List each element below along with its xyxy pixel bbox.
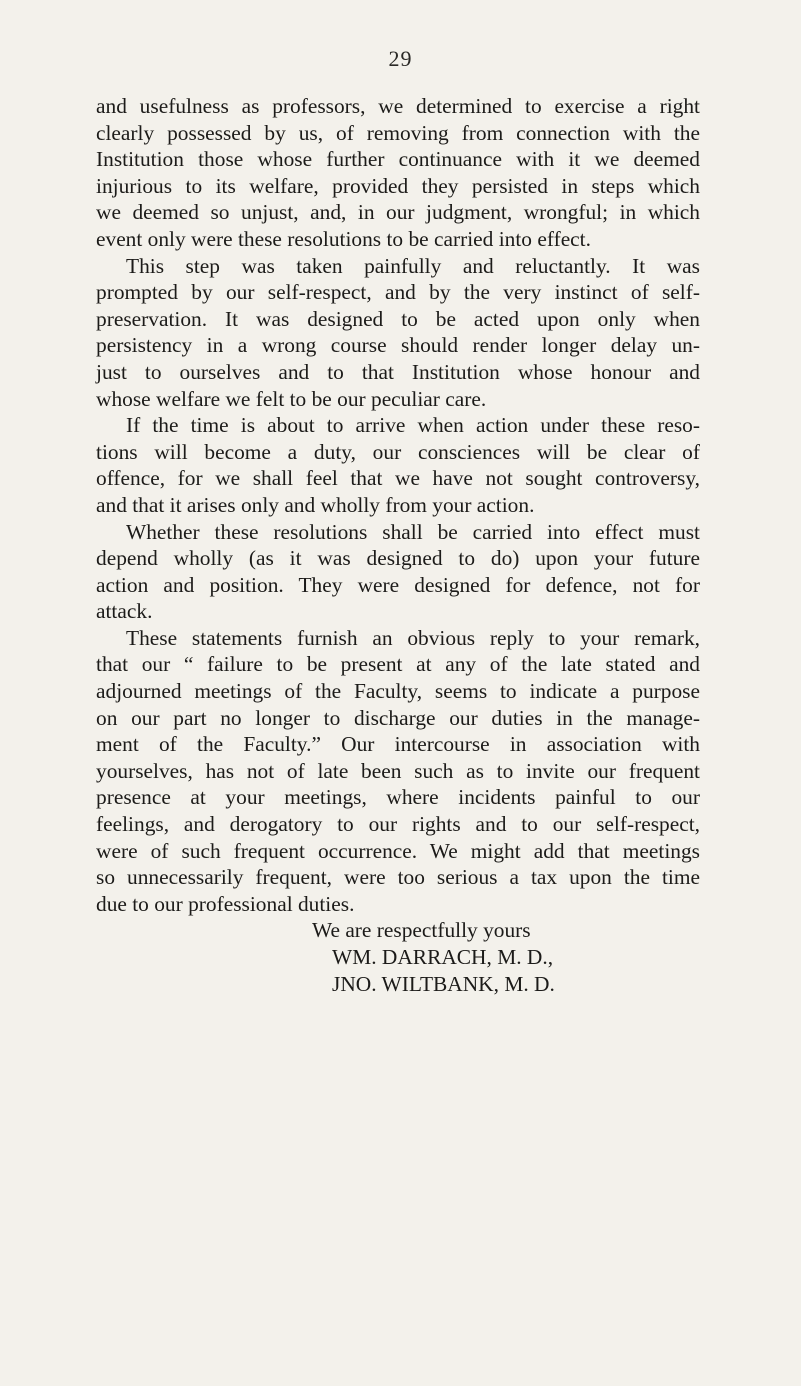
body-line: adjourned meetings of the Faculty, seems to indicate a purpose [96,679,700,704]
body-line: feelings, and derogatory to our rights and to our self-respect, [96,812,700,837]
body-line: offence, for we shall feel that we have not sought controversy, [96,466,700,491]
body-line: on our part no longer to discharge our duties in the manage- [96,705,700,730]
body-line: Institution those whose further continuance with it we deemed [96,147,700,172]
body-line: event only were these resolutions to be carried into effect. [96,226,591,251]
body-line: and usefulness as professors, we determined to exercise a right [96,94,700,118]
body-line: These statements furnish an obvious reply to your remark, [126,625,700,650]
body-line: action and position. They were designed for defence, not for [96,572,700,597]
body-line: just to ourselves and to that Institution whose honour and [96,359,700,384]
body-line: clearly possessed by us, of removing from connection with the [96,120,700,145]
body-line: preservation. It was designed to be acted upon only when [96,306,700,331]
signature-wiltbank: JNO. WILTBANK, M. D. [332,971,555,996]
body-line: persistency in a wrong course should render longer delay un- [96,333,700,358]
body-line: that our “ failure to be present at any of the late stated and [96,652,700,677]
body-line: we deemed so unjust, and, in our judgment, wrongful; in which [96,200,700,225]
letter-body [96,93,700,997]
body-line: depend wholly (as it was designed to do) upon your future [96,546,700,571]
body-line: prompted by our self-respect, and by the very instinct of self- [96,280,700,305]
body-line: injurious to its welfare, provided they persisted in steps which [96,173,700,198]
body-line: presence at your meetings, where incidents painful to our [96,785,700,810]
signature-darrach: WM. DARRACH, M. D., [332,945,554,969]
body-line: so unnecessarily frequent, were too serious a tax upon the time [96,865,700,890]
body-line: and that it arises only and wholly from your action. [96,492,535,517]
body-line: yourselves, has not of late been such as to invite our frequent [96,758,700,783]
body-line: whose welfare we felt to be our peculiar care. [96,386,487,411]
page-number: 29 [388,46,413,71]
body-line: due to our professional duties. [96,891,355,916]
body-line: This step was taken painfully and reluctantly. It was [126,253,700,278]
body-line: were of such frequent occurrence. We might add that meetings [96,838,700,863]
body-line: ment of the Faculty.” Our intercourse in association with [96,732,700,757]
body-line: tions will become a duty, our consciences will be clear of [96,439,700,464]
closing-salutation: We are respectfully yours [312,918,531,943]
body-line: attack. [96,599,153,624]
body-line: Whether these resolutions shall be carried into effect must [126,519,700,544]
body-line: If the time is about to arrive when action under these reso- [126,413,700,438]
